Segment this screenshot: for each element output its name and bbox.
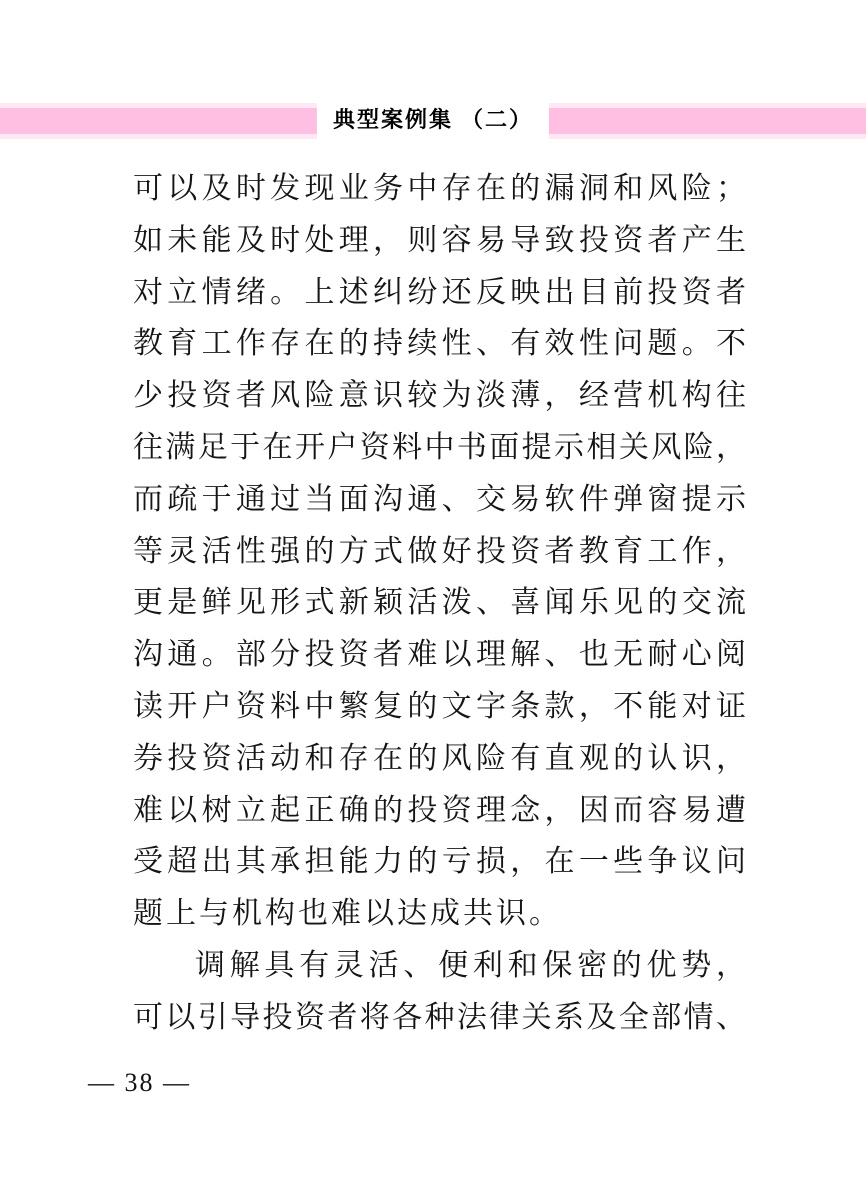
body-text-line: 等灵活性强的方式做好投资者教育工作， (133, 534, 746, 568)
body-text-line: 更是鲜见形式新颖活泼、喜闻乐见的交流 (133, 586, 746, 620)
body-text-line: 往满足于在开户资料中书面提示相关风险， (133, 430, 746, 464)
body-text-line: 沟通。部分投资者难以理解、也无耐心阅 (133, 638, 746, 672)
running-header (317, 96, 549, 144)
body-text-line: 少投资者风险意识较为淡薄，经营机构往 (133, 379, 746, 413)
body-text-line: 教育工作存在的持续性、有效性问题。不 (133, 327, 746, 361)
body-text-line: 对立情绪。上述纠纷还反映出目前投资者 (133, 275, 746, 309)
body-text-line: 受超出其承担能力的亏损，在一些争议问 (133, 845, 746, 879)
body-text-line: 调解具有灵活、便利和保密的优势， (195, 948, 746, 982)
body-text-line: 难以树立起正确的投资理念，因而容易遭 (133, 793, 746, 827)
body-text-line: 读开户资料中繁复的文字条款，不能对证 (133, 689, 746, 723)
body-text-line: 如未能及时处理，则容易导致投资者产生 (133, 223, 746, 257)
body-text-block (133, 163, 746, 1044)
body-text-line: 题上与机构也难以达成共识。 (133, 897, 562, 931)
body-text-line: 券投资活动和存在的风险有直观的认识， (133, 741, 746, 775)
body-text-line: 可以引导投资者将各种法律关系及全部情、 (133, 1000, 746, 1034)
body-text-line: 可以及时发现业务中存在的漏洞和风险； (133, 172, 746, 205)
page-number: — 38 — (88, 1068, 191, 1097)
body-text-line: 而疏于通过当面沟通、交易软件弹窗提示 (133, 482, 746, 516)
page-title: 典型案例集 （二） (332, 107, 534, 132)
